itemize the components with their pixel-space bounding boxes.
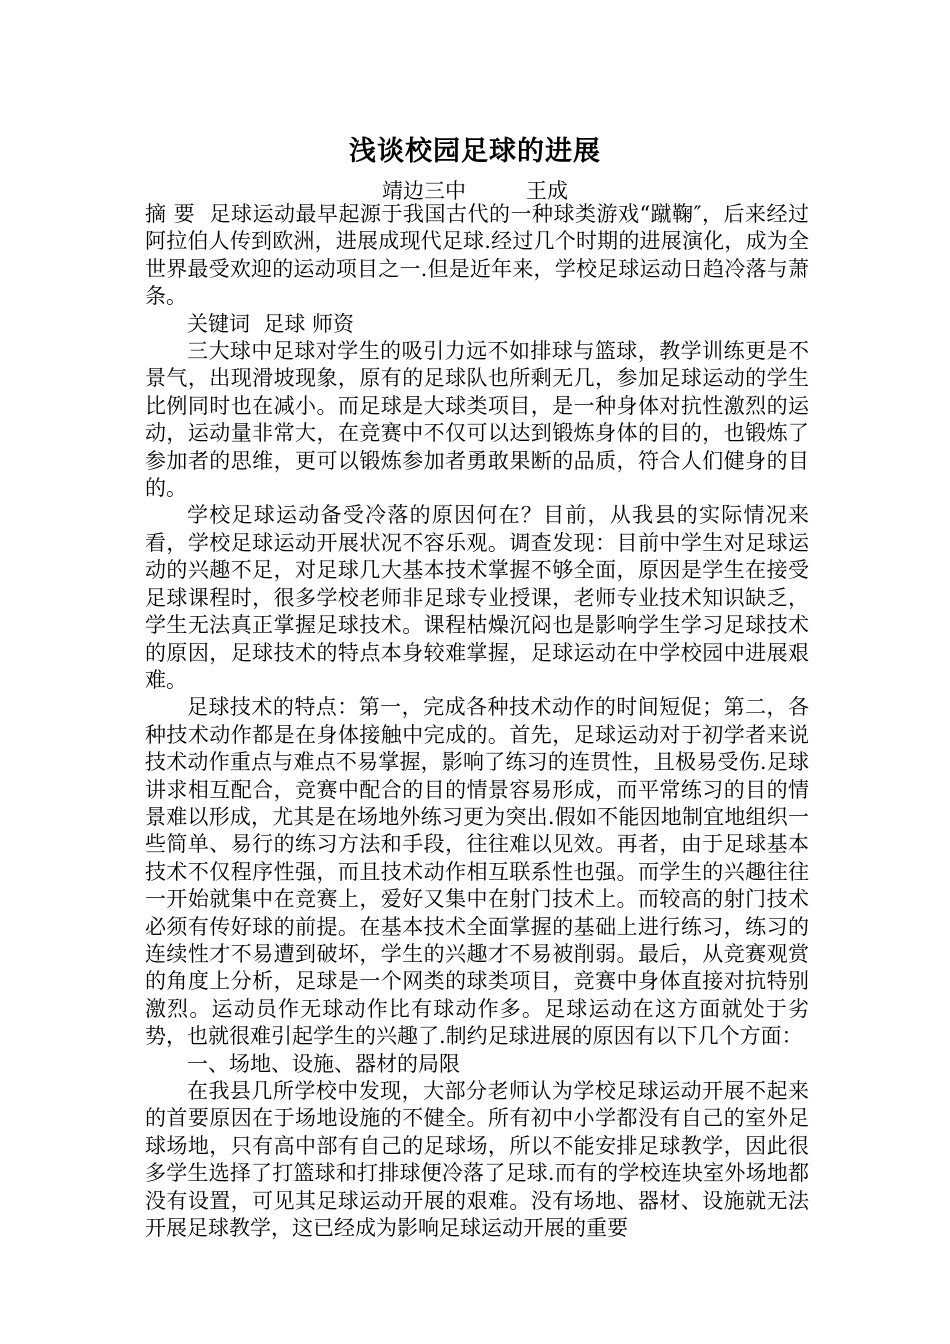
body-paragraph: 在我县几所学校中发现，大部分老师认为学校足球运动开展不起来的首要原因在于场地设施的不健全。所有初中小学都没有自己的室外足球场地，只有高中部有自己的足球场，所以不能安排足球教学，因此很多学生选择了打篮球和打排球便冷落了足球.而有的学校连块室外场地都没有设置，可见其足球运动开展的艰难。没有场地、器材、设施就无法开展足球教学，这已经成为影响足球运动开展的重要 — [145, 1079, 809, 1241]
body-paragraph: 足球技术的特点：第一，完成各种技术动作的时间短促；第二，各种技术动作都是在身体接触中完成的。首先，足球运动对于初学者来说技术动作重点与难点不易掌握，影响了练习的连贯性，且极易受伤.足球讲求相互配合，竞赛中配合的目的情景容易形成，而平常练习的目的情景难以形成，尤其是在场地外练习更为突出.假如不能因地制宜地组织一些简单、易行的练习方法和手段，往往难以见效。再者，由于足球基本技术不仅程序性强，而且技术动作相互联系性也强。而学生的兴趣往往一开始就集中在竞赛上，爱好又集中在射门技术上。而较高的射门技术必须有传好球的前提。在基本技术全面掌握的基础上进行练习，练习的连续性才不易遭到破坏，学生的兴趣才不易被削弱。最后，从竞赛观赏的角度上分析，足球是一个网类的球类项目，竞赛中身体直接对抗特别激烈。运动员作无球动作比有球动作多。足球运动在这方面就处于劣势，也就很难引起学生的兴趣了.制约足球进展的原因有以下几个方面： — [145, 695, 809, 1049]
keywords-paragraph — [145, 311, 809, 338]
keywords-label: 关键词 — [187, 311, 250, 336]
abstract-label: 摘 要 — [145, 202, 196, 226]
author-name: 王成 — [526, 179, 568, 203]
abstract-paragraph — [145, 201, 809, 311]
body-paragraph: 学校足球运动备受冷落的原因何在？目前，从我县的实际情况来看，学校足球运动开展状况不容乐观。调查发现：目前中学生对足球运动的兴趣不足，对足球几大基本技术掌握不够全面，原因是学生在接受足球课程时，很多学校老师非足球专业授课，老师专业技术知识缺乏，学生无法真正掌握足球技术。课程枯燥沉闷也是影响学生学习足球技术的原因，足球技术的特点本身较难掌握，足球运动在中学校园中进展艰难。 — [145, 503, 809, 692]
abstract-text: 足球运动最早起源于我国古代的一种球类游戏“蹴鞠″，后来经过阿拉伯人传到欧洲，进展成现代足球.经过几个时期的进展演化，成为全世界最受欢迎的运动项目之一.但是近年来，学校足球运动日趋冷落与萧条。 — [145, 202, 809, 309]
body-paragraph: 三大球中足球对学生的吸引力远不如排球与篮球，教学训练更是不景气，出现滑坡现象，原有的足球队也所剩无几，参加足球运动的学生比例同时也在减小。而足球是大球类项目，是一种身体对抗性激烈的运动，运动量非常大，在竞赛中不仅可以达到锻炼身体的目的，也锻炼了参加者的思维，更可以锻炼参加者勇敢果断的品质，符合人们健身的目的。 — [145, 339, 809, 501]
author-school: 靖边三中 — [382, 179, 466, 203]
document-body — [145, 201, 809, 1242]
keywords-text: 足球 师资 — [263, 311, 355, 336]
document-title: 浅谈校园足球的进展 — [349, 136, 601, 167]
section-heading: 一、场地、设施、器材的局限 — [187, 1051, 460, 1076]
